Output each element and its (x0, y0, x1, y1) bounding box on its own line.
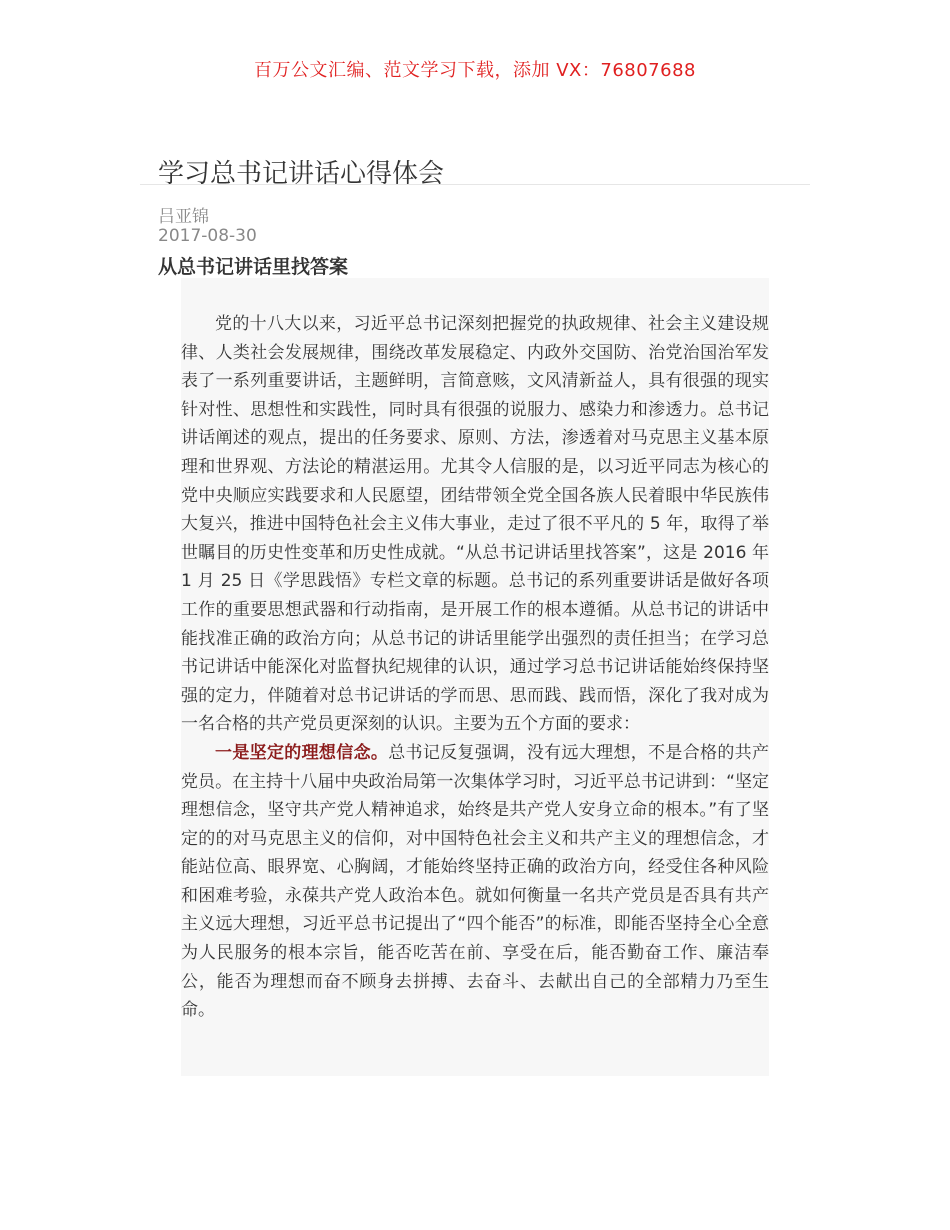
publish-date: 2017-08-30 (158, 226, 257, 246)
article-title: 学习总书记讲话心得体会 (158, 159, 445, 190)
author-name: 吕亚锦 (158, 207, 209, 227)
section-1-lead: 一是坚定的理想信念。 (215, 742, 389, 763)
section-1-text: 总书记反复强调，没有远大理想，不是合格的共产党员。在主持十八届中央政治局第一次集体学习时，习近平总书记讲到：“坚定理想信念，坚守共产党人精神追求，始终是共产党人安身立命的根本。”有了坚定的的对马克思主义的信仰，对中国特色社会主义和共产主义的理想信念，才能站位高、眼界宽、心胸阔，才能始终坚持正确的政治方向，经受住各种风险和困难考验，永葆共产党人政治本色。就如何衡量一名共产党员是否具有共产主义远大理想，习近平总书记提出了“四个能否”的标准，即能否坚持全心全意为人民服务的根本宗旨，能否吃苦在前、享受在后，能否勤奋工作、廉洁奉公，能否为理想而奋不顾身去拼搏、去奋斗、去献出自己的全部精力乃至生命。 (181, 742, 770, 1021)
article-body (181, 278, 769, 1076)
download-banner: 百万公文汇编、范文学习下载，添加 VX：76807688 (254, 60, 696, 81)
intro-paragraph: 党的十八大以来，习近平总书记深刻把握党的执政规律、社会主义建设规律、人类社会发展规律，围绕改革发展稳定、内政外交国防、治党治国治军发表了一系列重要讲话，主题鲜明，言简意赅，文风清新益人，具有很强的现实针对性、思想性和实践性，同时具有很强的说服力、感染力和渗透力。总书记讲话阐述的观点，提出的任务要求、原则、方法，渗透着对马克思主义基本原理和世界观、方法论的精湛运用。尤其令人信服的是，以习近平同志为核心的党中央顺应实践要求和人民愿望，团结带领全党全国各族人民着眼中华民族伟大复兴，推进中国特色社会主义伟大事业，走过了很不平凡的 5 年，取得了举世瞩目的历史性变革和历史性成就。“从总书记讲话里找答案”，这是 2016 年 1 月 25 日《学思践悟》专栏文章的标题。总书记的系列重要讲话是做好各项工作的重要思想武器和行动指南，是开展工作的根本遵循。从总书记的讲话中能找准正确的政治方向；从总书记的讲话里能学出强烈的责任担当；在学习总书记讲话中能深化对监督执纪规律的认识，通过学习总书记讲话能始终保持坚强的定力，伴随着对总书记讲话的学而思、思而践、践而悟，深化了我对成为一名合格的共产党员更深刻的认识。主要为五个方面的要求： (181, 314, 769, 735)
article-subtitle: 从总书记讲话里找答案 (158, 256, 349, 278)
section-1-paragraph (181, 739, 769, 1025)
title-divider (140, 184, 810, 185)
